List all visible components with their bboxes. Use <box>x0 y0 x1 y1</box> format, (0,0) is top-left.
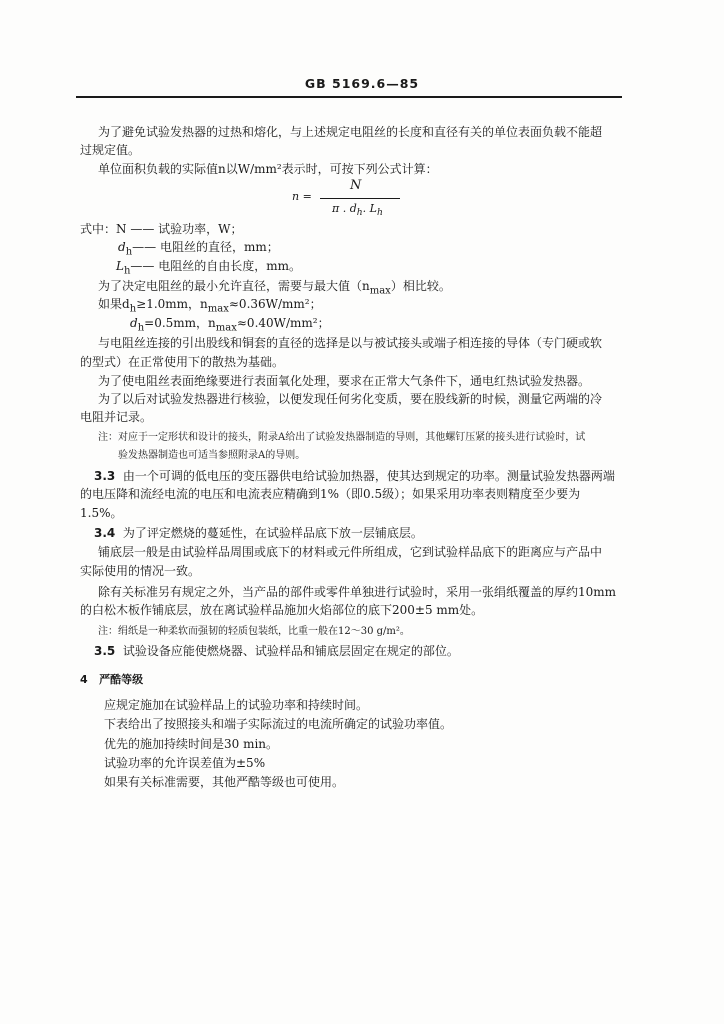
fraction-bar <box>320 198 400 199</box>
formula-denominator: π . $d_h$. $L_h$ <box>332 202 383 219</box>
paragraph-line: 铺底层一般是由试验样品周围或底下的材料或元件所组成，它到试验样品底下的距离应与产品中 <box>98 545 603 559</box>
paragraph-line: 电阻并记录。 <box>80 410 153 424</box>
paragraph-line: 与电阻丝连接的引出股线和铜套的直径的选择是以与被试接头或端子相连接的导体（专门硬或软 <box>98 336 603 350</box>
paragraph-line: 单位面积负载的实际值n以W/mm²表示时，可按下列公式计算： <box>98 162 438 176</box>
paragraph-line: 的白松木板作铺底层，放在离试验样品施加火焰部位的底下200±5 mm处。 <box>80 603 484 617</box>
paragraph-line: 为了决定电阻丝的最小允许直径，需要与最大值$(n_{max})$相比较。 <box>98 279 451 297</box>
section-4-heading: 4 严酷等级 <box>80 673 144 686</box>
paragraph-line: 的电压降和流经电流的电压和电流表应精确到1%（即0.5级）；如果采用功率表则精度至少要为 <box>80 487 581 501</box>
paragraph-line: 下表给出了按照接头和端子实际流过的电流所确定的试验功率值。 <box>104 717 453 731</box>
paragraph-line: 为了以后对试验发热器进行核验，以便发现任何劣化变质，要在股线新的时候，测量它两端的冷 <box>98 392 603 406</box>
paragraph-line: 应规定施加在试验样品上的试验功率和持续时间。 <box>104 698 369 712</box>
paragraph-line: 为了使电阻丝表面绝缘要进行表面氧化处理，要求在正常大气条件下，通电红热试验发热器。 <box>98 374 591 388</box>
section-3-3: 3.3 由一个可调的低电压的变压器供电给试验加热器，使其达到规定的功率。测量试验发热器两端 <box>94 469 615 483</box>
section-3-4: 3.4 为了评定燃烧的蔓延性，在试验样品底下放一层铺底层。 <box>94 526 423 540</box>
paragraph-line: 为了避免试验发热器的过热和熔化，与上述规定电阻丝的长度和直径有关的单位表面负载不能超 <box>98 125 603 139</box>
page-header: GB 5169.6—85 <box>304 76 420 91</box>
section-3-5: 3.5 试验设备应能使燃烧器、试验样品和铺底层固定在规定的部位。 <box>94 644 459 658</box>
note-line: 注：对应于一定形状和设计的接头，附录A给出了试验发热器制造的导则，其他螺钉压紧的接头进行试验时，试 <box>98 432 586 443</box>
paragraph-line: 试验功率的允许误差值为±5% <box>104 756 266 770</box>
paragraph-line: $L_h——$ 电阻丝的自由长度，mm。 <box>116 259 301 277</box>
formula <box>292 178 422 218</box>
paragraph-line: $d_h——$ 电阻丝的直径，mm； <box>118 240 279 258</box>
paragraph-line: 式中：N —— 试验功率，W； <box>80 222 243 236</box>
paragraph-line: 除有关标准另有规定之外，当产品的部件或零件单独进行试验时，采用一张绢纸覆盖的厚约10mm <box>98 585 617 599</box>
paragraph-line: 如果$d_h\ge 1.0mm$，$n_{max}\approx 0.36W$/mm²； <box>98 297 322 315</box>
paragraph-line: 过规定值。 <box>80 143 141 157</box>
note-line: 验发热器制造也可适当参照附录A的导则。 <box>118 450 306 461</box>
formula-numerator: N <box>350 178 362 193</box>
paragraph-line: 的型式）在正常使用下的散热为基础。 <box>80 355 285 369</box>
paragraph-line: 实际使用的情况一致。 <box>80 564 201 578</box>
header-rule <box>76 96 622 98</box>
paragraph-line: 优先的施加持续时间是30 min。 <box>104 737 279 751</box>
note-line: 注：绢纸是一种柔软而强韧的轻质包装纸，比重一般在12～30 g/m²。 <box>98 626 410 637</box>
paragraph-line: $d_h=0.5mm$，$n_{max}\approx 0.40W$/mm²； <box>130 316 330 334</box>
paragraph-line: 1.5%。 <box>80 506 123 520</box>
formula-lhs: n = <box>292 190 312 203</box>
paragraph-line: 如果有关标准需要，其他严酷等级也可使用。 <box>104 775 345 789</box>
